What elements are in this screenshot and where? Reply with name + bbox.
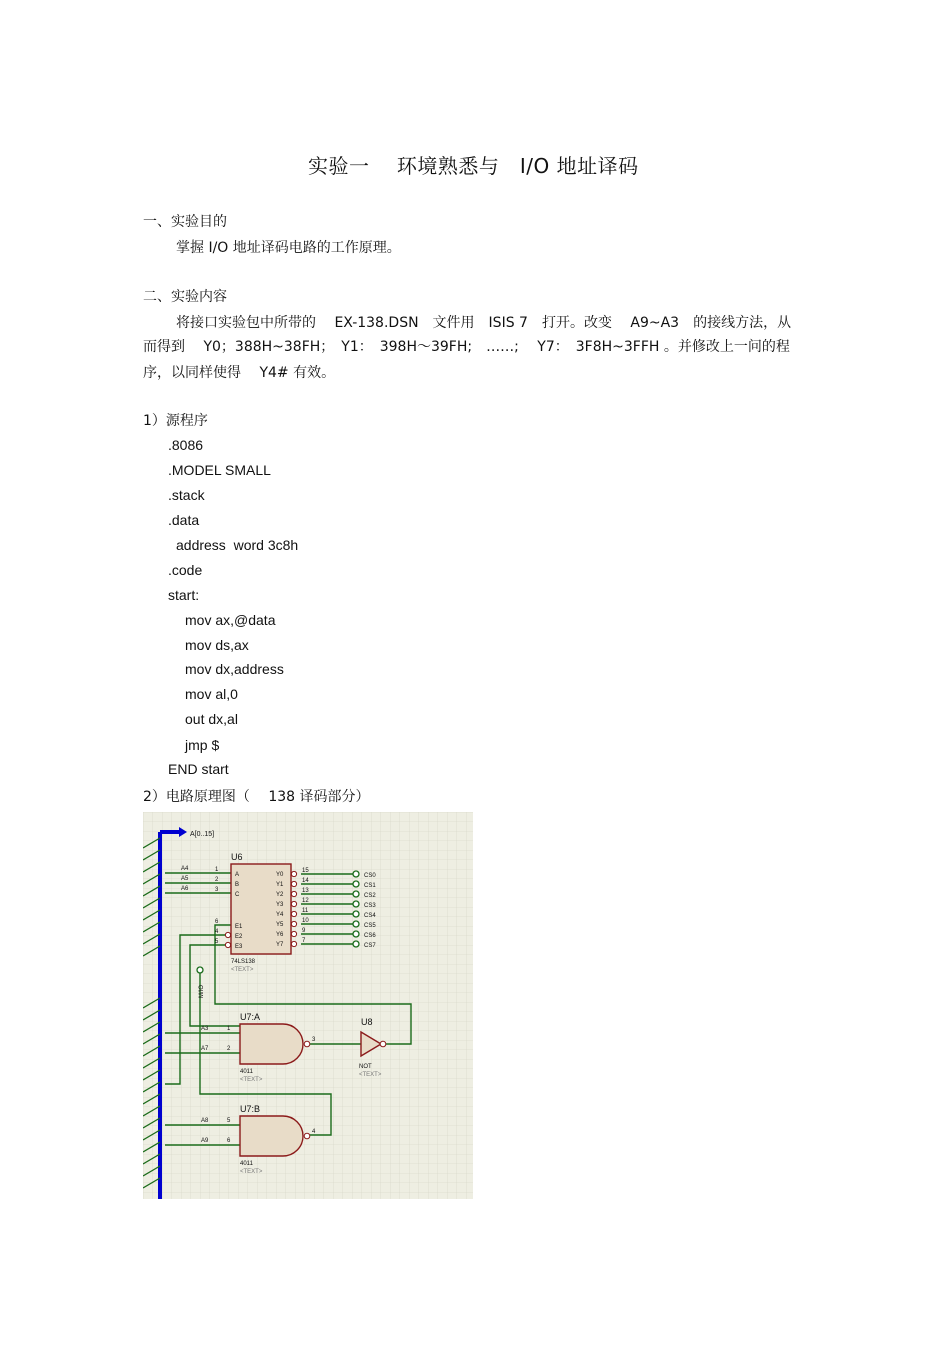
figure-heading: 2）电路原理图（ 138 译码部分） xyxy=(143,789,370,805)
code-line: out dx,al xyxy=(185,711,238,727)
bus-label: A[0..15] xyxy=(190,831,215,838)
u8-text: <TEXT> xyxy=(359,1072,382,1078)
svg-text:CS3: CS3 xyxy=(364,903,376,909)
section-1-body: 掌握 I/O 地址译码电路的工作原理。 xyxy=(176,240,401,256)
svg-text:3: 3 xyxy=(215,887,219,893)
svg-text:7: 7 xyxy=(302,938,306,944)
svg-text:CS7: CS7 xyxy=(364,943,376,949)
code-line: .MODEL SMALL xyxy=(168,462,271,478)
svg-text:9: 9 xyxy=(302,928,306,934)
section-1-heading: 一、实验目的 xyxy=(143,214,227,230)
svg-text:5: 5 xyxy=(215,939,219,945)
code-line: address word 3c8h xyxy=(176,537,299,553)
u7a-ref: U7:A xyxy=(240,1012,261,1022)
svg-text:4: 4 xyxy=(215,929,219,935)
svg-text:CS6: CS6 xyxy=(364,933,376,939)
svg-text:CS5: CS5 xyxy=(364,923,376,929)
net-label: A9 xyxy=(201,1138,209,1144)
net-label: A6 xyxy=(181,886,189,892)
svg-text:11: 11 xyxy=(302,908,309,914)
svg-text:E2: E2 xyxy=(235,934,243,940)
u8-ref: U8 xyxy=(361,1017,373,1027)
svg-text:CS2: CS2 xyxy=(364,893,376,899)
svg-text:Y5: Y5 xyxy=(276,922,284,928)
svg-text:CS1: CS1 xyxy=(364,883,376,889)
u7b-ref: U7:B xyxy=(240,1104,261,1114)
code-line: .code xyxy=(168,562,203,578)
svg-text:CS4: CS4 xyxy=(364,913,376,919)
net-label: A8 xyxy=(201,1118,209,1124)
u7a-text: <TEXT> xyxy=(240,1077,263,1083)
u7b-text: <TEXT> xyxy=(240,1169,263,1175)
svg-text:4: 4 xyxy=(312,1129,316,1135)
svg-text:C: C xyxy=(235,892,240,898)
svg-text:6: 6 xyxy=(227,1138,231,1144)
svg-text:Y2: Y2 xyxy=(276,892,284,898)
code-line: mov dx,address xyxy=(185,661,284,677)
code-line: .8086 xyxy=(168,437,204,453)
svg-text:2: 2 xyxy=(227,1046,231,1052)
code-line: mov ds,ax xyxy=(185,637,249,653)
u7b-part: 4011 xyxy=(240,1161,253,1167)
section-2-line-2: 而得到 Y0；388H~38FH； Y1： 398H～39FH; ……; Y7： 3F8H~3FFH 。并修改上一问的程 xyxy=(143,339,790,355)
svg-text:13: 13 xyxy=(302,888,309,894)
svg-text:Y0: Y0 xyxy=(276,872,284,878)
code-line: jmp $ xyxy=(185,737,220,753)
svg-text:Y6: Y6 xyxy=(276,932,284,938)
code-line: .data xyxy=(168,512,200,528)
svg-text:E1: E1 xyxy=(235,924,243,930)
code-line: mov al,0 xyxy=(185,686,238,702)
svg-text:Y1: Y1 xyxy=(276,882,284,888)
svg-text:14: 14 xyxy=(302,878,309,884)
u6-text: <TEXT> xyxy=(231,967,254,973)
code-line: start: xyxy=(168,587,200,603)
svg-text:15: 15 xyxy=(302,868,309,874)
svg-text:5: 5 xyxy=(227,1118,231,1124)
svg-text:1: 1 xyxy=(215,867,219,873)
net-label: A7 xyxy=(201,1046,209,1052)
net-label: A3 xyxy=(201,1026,209,1032)
u7a-part: 4011 xyxy=(240,1069,253,1075)
u8-part: NOT xyxy=(359,1064,372,1070)
section-2-line-1: 将接口实验包中所带的 EX-138.DSN 文件用 ISIS 7 打开。改变 A9~A3 的接线方法，从 xyxy=(176,315,792,331)
svg-text:12: 12 xyxy=(302,898,309,904)
mio-label: M/IO xyxy=(199,985,205,998)
code-heading: 1）源程序 xyxy=(143,413,208,429)
section-2-heading: 二、实验内容 xyxy=(143,289,227,305)
svg-text:Y4: Y4 xyxy=(276,912,284,918)
circuit-schematic xyxy=(143,812,473,1199)
code-line: END start xyxy=(168,761,229,777)
code-line: .stack xyxy=(168,487,205,503)
code-line: mov ax,@data xyxy=(185,612,276,628)
u6-part: 74LS138 xyxy=(231,959,256,965)
svg-text:6: 6 xyxy=(215,919,219,925)
svg-text:Y7: Y7 xyxy=(276,942,284,948)
svg-text:E3: E3 xyxy=(235,944,243,950)
svg-text:CS0: CS0 xyxy=(364,873,376,879)
svg-text:2: 2 xyxy=(215,877,219,883)
u6-ref: U6 xyxy=(231,852,243,862)
svg-text:10: 10 xyxy=(302,918,309,924)
svg-text:Y3: Y3 xyxy=(276,902,284,908)
section-2-line-3: 序，以同样使得 Y4# 有效。 xyxy=(143,365,336,381)
page-title: 实验一 环境熟悉与 I/O 地址译码 xyxy=(308,154,639,178)
svg-text:3: 3 xyxy=(312,1037,316,1043)
net-label: A5 xyxy=(181,876,189,882)
net-label: A4 xyxy=(181,866,189,872)
svg-text:B: B xyxy=(235,882,240,888)
svg-text:A: A xyxy=(235,872,240,878)
svg-text:1: 1 xyxy=(227,1026,231,1032)
